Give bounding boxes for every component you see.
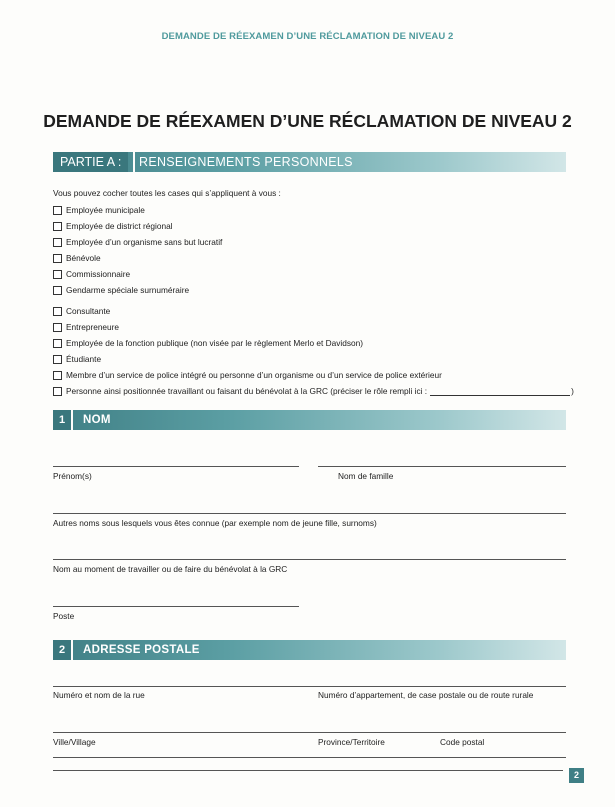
position-field[interactable] [53,606,299,607]
checkbox-icon[interactable] [53,323,62,332]
checkbox-icon[interactable] [53,371,62,380]
checkbox-label-close: ) [571,386,574,396]
checkbox-icon[interactable] [53,339,62,348]
checkbox-consultante[interactable] [53,306,110,316]
section-header-partie-a [53,152,566,172]
last-name-label: Nom de famille [338,471,394,481]
checkbox-etudiante[interactable] [53,354,101,364]
section-title: RENSEIGNEMENTS PERSONNELS [139,155,353,169]
section-header-nom [53,410,566,430]
checkbox-icon[interactable] [53,254,62,263]
section-divider [71,410,73,430]
position-label: Poste [53,611,75,621]
checkbox-label: Employée de district régional [66,221,173,231]
checkbox-icon[interactable] [53,286,62,295]
city-province-postal-field[interactable] [53,732,566,733]
last-name-field[interactable] [318,466,566,467]
checkbox-benevole[interactable] [53,253,101,263]
checkbox-employee-osbl[interactable] [53,237,222,247]
checkbox-label: Employée de la fonction publique (non visée par le règlement Merlo et Davidson) [66,338,364,348]
footer-rule [53,770,563,771]
page-title: DEMANDE DE RÉEXAMEN D’UNE RÉCLAMATION DE NIVEAU 2 [43,111,572,131]
checkbox-label: Bénévole [66,253,101,263]
running-header: DEMANDE DE RÉEXAMEN D’UNE RÉCLAMATION DE NIVEAU 2 [161,31,454,42]
checkbox-label: Personne ainsi positionnée travaillant ou faisant du bénévolat à la GRC (préciser le rôle rempli ici : [66,386,428,396]
section-number: 2 [53,640,71,660]
first-name-label: Prénom(s) [53,471,92,481]
role-input-line[interactable] [430,387,570,396]
unit-label: Numéro d’appartement, de case postale ou de route rurale [318,690,534,700]
address-extra-line[interactable] [53,757,566,758]
page-number: 2 [569,768,584,783]
checkbox-icon[interactable] [53,387,62,396]
name-at-time-field[interactable] [53,559,566,560]
street-label: Numéro et nom de la rue [53,690,145,700]
checkbox-icon[interactable] [53,355,62,364]
checkbox-fonction-publique[interactable] [53,338,363,348]
postal-code-label: Code postal [440,737,485,747]
section-title: ADRESSE POSTALE [83,644,200,656]
name-at-time-label: Nom au moment de travailler ou de faire du bénévolat à la GRC [53,564,288,574]
checkbox-icon[interactable] [53,238,62,247]
checkbox-gendarme[interactable] [53,285,189,295]
checkbox-police-integre[interactable] [53,370,442,380]
checkbox-icon[interactable] [53,270,62,279]
checkbox-employee-municipale[interactable] [53,205,145,215]
checkbox-label: Entrepreneure [66,322,120,332]
section-prefix: PARTIE A : [53,152,128,172]
checkbox-label: Gendarme spéciale surnuméraire [66,285,190,295]
section-title: NOM [83,414,111,426]
checkbox-icon[interactable] [53,222,62,231]
street-unit-field[interactable] [53,686,566,687]
province-label: Province/Territoire [318,737,385,747]
section-number: 1 [53,410,71,430]
checkbox-icon[interactable] [53,307,62,316]
section-divider [133,152,135,172]
checkbox-employee-district[interactable] [53,221,173,231]
checkbox-label: Employée d’un organisme sans but lucratif [66,237,223,247]
section-divider [71,640,73,660]
checkbox-icon[interactable] [53,206,62,215]
checkbox-label: Employée municipale [66,205,145,215]
first-name-field[interactable] [53,466,299,467]
checkbox-label: Commissionnaire [66,269,131,279]
checkbox-intro: Vous pouvez cocher toutes les cases qui s’appliquent à vous : [53,188,281,198]
other-names-field[interactable] [53,513,566,514]
checkbox-label: Étudiante [66,354,102,364]
other-names-label: Autres noms sous lesquels vous êtes connue (par exemple nom de jeune fille, surnoms) [53,518,377,528]
checkbox-label: Consultante [66,306,111,316]
section-header-adresse [53,640,566,660]
checkbox-autre-role[interactable] [53,386,574,396]
checkbox-label: Membre d’un service de police intégré ou personne d’un organisme ou d’un service de police extérieur [66,370,442,380]
checkbox-entrepreneure[interactable] [53,322,119,332]
checkbox-commissionnaire[interactable] [53,269,130,279]
city-label: Ville/Village [53,737,96,747]
